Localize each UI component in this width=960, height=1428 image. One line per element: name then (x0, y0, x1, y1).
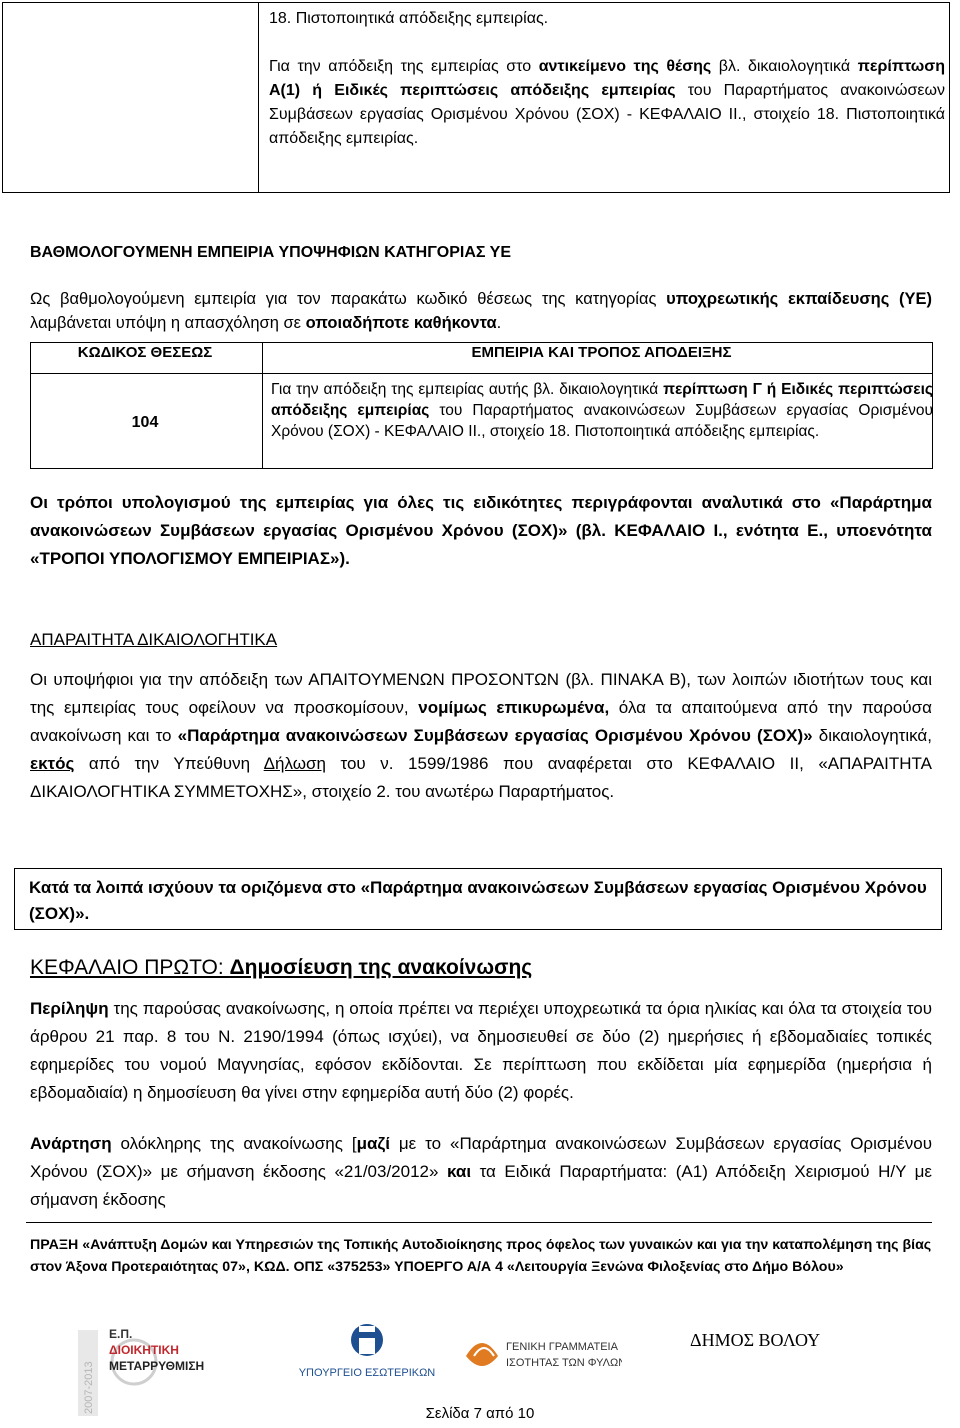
header-experience: ΕΜΠΕΙΡΙΑ ΚΑΙ ΤΡΟΠΟΣ ΑΠΟΔΕΙΞΗΣ (471, 344, 732, 361)
required-docs-title: ΑΠΑΡΑΙΤΗΤΑ ΔΙΚΑΙΟΛΟΓΗΤΙΚΑ (30, 630, 278, 649)
cell-paragraph: Για την απόδειξη της εμπειρίας στο αντικείμενο της θέσης βλ. δικαιολογητικά περίπτωση Α(1) ή Ειδικές περιπτώσεις απόδειξης εμπειρίας του Παραρτήματος ανακοινώσεων Συμβάσεων εργασίας Ορισμένου Χρόνου (ΣΟΧ) - ΚΕΦΑΛΑΙΟ ΙΙ., στοιχείο 18. Πιστοποιητικά απόδειξης εμπειρίας. (269, 58, 946, 147)
boxed-note: Κατά τα λοιπά ισχύουν τα οριζόμενα στο «Παράρτημα ανακοινώσεων Συμβάσεων εργασίας Ορισμένου Χρόνου (ΣΟΧ)». (14, 868, 942, 930)
header-position-code: ΚΩΔΙΚΟΣ ΘΕΣΕΩΣ (77, 344, 213, 361)
intro-paragraph: Ως βαθμολογούμενη εμπειρία για τον παρακάτω κωδικό θέσεως της κατηγορίας υποχρεωτικής εκπαίδευσης (ΥΕ) λαμβάνεται υπόψη η απασχόληση σε οποιαδήποτε καθήκοντα. (30, 290, 932, 332)
required-docs-paragraph: Οι υποψήφιοι για την απόδειξη των ΑΠΑΙΤΟΥΜΕΝΩΝ ΠΡΟΣΟΝΤΩΝ (βλ. ΠΙΝΑΚΑ Β), των λοιπών ιδιοτήτων τους και της εμπειρίας τους οφείλουν να προσκομίσουν, νομίμως επικυρωμένα, όλα τα απαιτούμενα από την παρούσα ανακοίνωση και το «Παράρτημα ανακοινώσεων Συμβάσεων εργασίας Ορισμένου Χρόνου (ΣΟΧ)» δικαιολογητικά, εκτός από την Υπεύθυνη Δήλωση του ν. 1599/1986 που αναφέρεται στο ΚΕΦΑΛΑΙΟ ΙΙ, «ΑΠΑΡΑΙΤΗΤΑ ΔΙΚΑΙΟΛΟΓΗΤΙΚΑ ΣΥΜΜΕΤΟΧΗΣ», στοιχείο 2. του ανωτέρω Παραρτήματος. (30, 670, 933, 801)
svg-text:Ε.Π.: Ε.Π. (109, 1327, 133, 1341)
svg-text:ΔΙΟΙΚΗΤΙΚΗ: ΔΙΟΙΚΗΤΙΚΗ (109, 1343, 179, 1357)
experience-table (30, 342, 933, 469)
summary-paragraph: Περίληψη της παρούσας ανακοίνωσης, η οποία πρέπει να περιέχει υποχρεωτικά τα όρια ηλικίας και όλα τα στοιχεία του άρθρου 21 παρ. 8 του Ν. 2190/1994 (όπως ισχύει), να δημοσιευθεί σε δύο (2) ημερήσιες ή εβδομαδιαίες τοπικές εφημερίδες του νομού Μαγνησίας, εφόσον εκδίδονται. Σε περίπτωση που εκδίδεται μία εφημερίδα (ημερήσια ή εβδομαδιαία) η δημοσίευση θα γίνει στην εφημερίδα αυτή δύο (2) φορές. (30, 999, 932, 1102)
posting-paragraph: Ανάρτηση ολόκληρης της ανακοίνωσης [μαζί με το «Παράρτημα ανακοινώσεων Συμβάσεων εργασίας Ορισμένου Χρόνου (ΣΟΧ)» με σήμανση έκδοσης «21/03/2012» και τα Ειδικά Παραρτήματα: (Α1) Απόδειξη Χειρισμού Η/Υ με σήμανση έκδοσης (30, 1134, 932, 1209)
ministry-label: ΥΠΟΥΡΓΕΙΟ ΕΣΩΤΕΡΙΚΩΝ (298, 1367, 436, 1379)
footer-divider (26, 1222, 932, 1223)
svg-text:ΜΕΤΑΡΡΥΘΜΙΣΗ: ΜΕΤΑΡΡΥΘΜΙΣΗ (109, 1359, 205, 1373)
methods-paragraph: Οι τρόποι υπολογισμού της εμπειρίας για όλες τις ειδικότητες περιγράφονται αναλυτικά στο «Παράρτημα ανακοινώσεων Συμβάσεων εργασίας Ορισμένου Χρόνου (ΣΟΧ)» (βλ. ΚΕΦΑΛΑΙΟ Ι., ενότητα Ε., υποενότητα «ΤΡΟΠΟΙ ΥΠΟΛΟΓΙΣΜΟΥ ΕΜΠΕΙΡΙΑΣ»). (30, 493, 932, 568)
experience-cell: Για την απόδειξη της εμπειρίας αυτής βλ. δικαιολογητικά περίπτωση Γ ή Ειδικές περιπτώσεις απόδειξης εμπειρίας του Παραρτήματος ανακοινώσεων Συμβάσεων εργασίας Ορισμένου Χρόνου (ΣΟΧ) - ΚΕΦΑΛΑΙΟ ΙΙ., στοιχείο 18. Πιστοποιητικά απόδειξης εμπειρίας. (271, 381, 933, 440)
municipality-name: ΔΗΜΟΣ ΒΟΛΟΥ (690, 1330, 821, 1350)
table-divider (258, 3, 259, 192)
svg-text:ΓΕΝΙΚΗ ΓΡΑΜΜΑΤΕΙΑ: ΓΕΝΙΚΗ ΓΡΑΜΜΑΤΕΙΑ (506, 1341, 618, 1353)
gender-equality-logo (462, 1322, 622, 1392)
footer-project-text: ΠΡΑΞΗ «Ανάπτυξη Δομών και Υπηρεσιών της Τοπικής Αυτοδιοίκησης προς όφελος των γυναικών και για την καταπολέμηση της βίας στον Άξονα Προτεραιότητας 07», ΚΩΔ. ΟΠΣ «375253» ΥΠΟΕΡΓΟ Α/Α 4 «Λειτουργία Ξενώνα Φιλοξενίας στο Δήμο Βόλου» (30, 1237, 932, 1275)
position-code: 104 (131, 413, 159, 431)
ministry-logo (282, 1320, 452, 1392)
svg-text:ΙΣΟΤΗΤΑΣ ΤΩΝ ΦΥΛΩΝ: ΙΣΟΤΗΤΑΣ ΤΩΝ ΦΥΛΩΝ (506, 1357, 622, 1369)
experience-table-top (2, 2, 950, 193)
page-number: Σελίδα 7 από 10 (425, 1405, 535, 1422)
ep-years-text: 2007-2013 (83, 1361, 95, 1414)
cell-line: 18. Πιστοποιητικά απόδειξης εμπειρίας. (269, 10, 549, 27)
table-cell (269, 7, 945, 151)
chapter-title: ΚΕΦΑΛΑΙΟ ΠΡΩΤΟ: Δημοσίευση της ανακοίνωσης (30, 956, 533, 979)
section-heading: ΒΑΘΜΟΛΟΓΟΥΜΕΝΗ ΕΜΠΕΙΡΙΑ ΥΠΟΨΗΦΙΩΝ ΚΑΤΗΓΟΡΙΑΣ ΥΕ (30, 244, 512, 261)
